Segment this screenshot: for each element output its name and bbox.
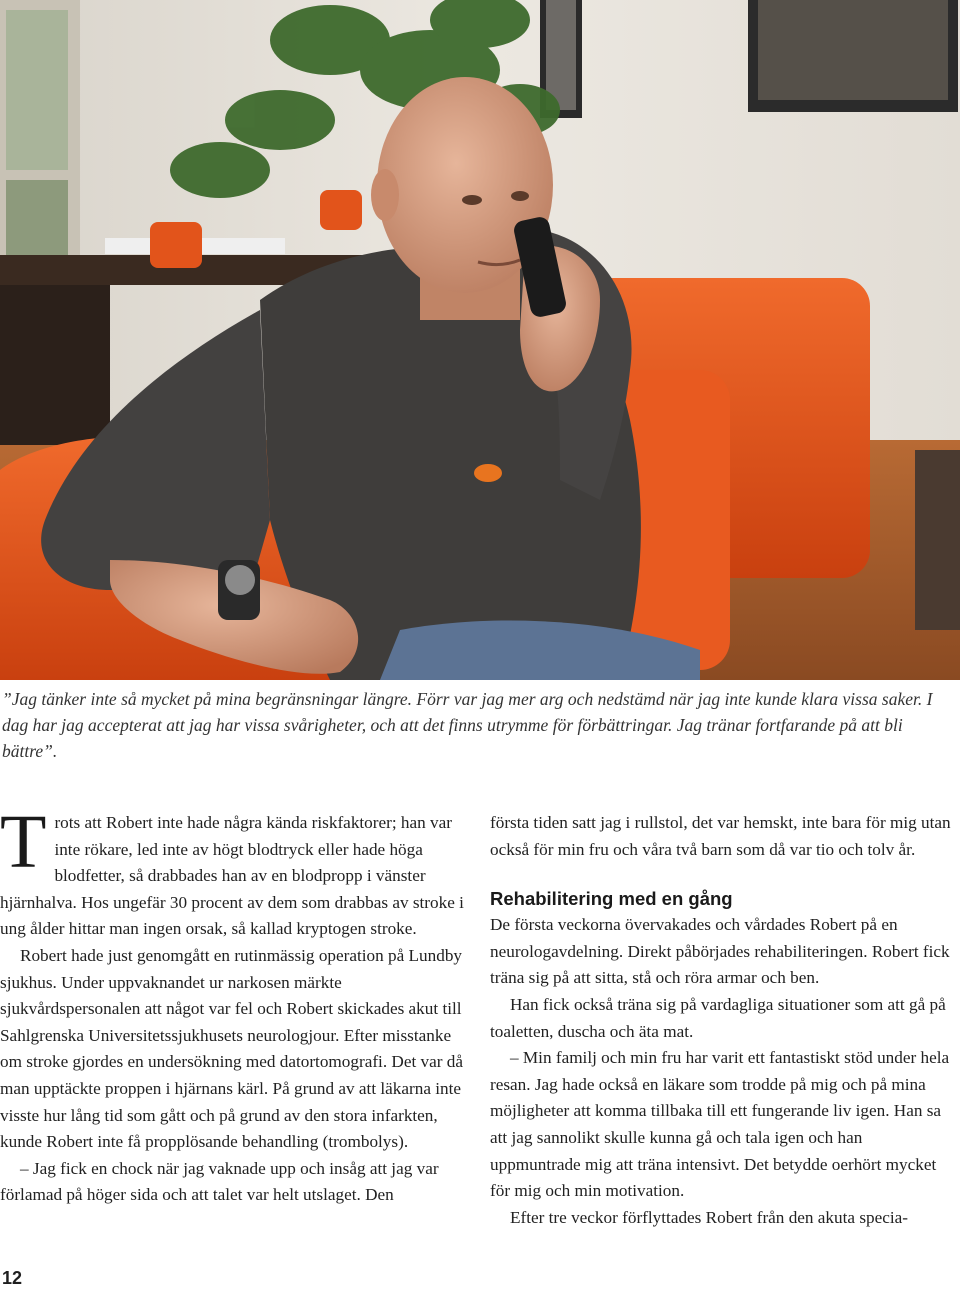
body-paragraph: Robert hade just genomgått en rutinmässig operation på Lundby sjukhus. Under uppvaknandet ur narkosen märkte sjukvårdspersonalen att något var fel och Robert skickades akut till Sahlgrenska Universitetssjukhusets neurologjour. Efter misstanke om stroke gjordes en undersökning med datortomografi. Det var då man upptäckte proppen i hjärnans kärl. På grund av att läkarna inte visste hur lång tid som gått och på grund av den stora infarkten, kunde Robert inte få propplösande behandling (trombolys). — [0, 945, 463, 1152]
body-paragraph: – Min familj och min fru har varit ett fantastiskt stöd under hela resan. Jag hade också en läkare som trodde på mig och på mina möjligheter att komma tillbaka till ett fungerande liv igen. Han sa att jag sannolikt skulle kunna gå och tala igen och han uppmuntrade mig att träna intensivt. Det betydde oerhört mycket för mig och min motivation. — [490, 1048, 950, 1201]
body-paragraph: – Jag fick en chock när jag vaknade upp och insåg att jag var förlamad på höger sida och att talet var helt utslaget. Den — [0, 1158, 439, 1205]
section-heading: Rehabilitering med en gång — [490, 888, 733, 910]
drop-cap: T — [0, 800, 47, 884]
page-number: 12 — [2, 1268, 23, 1288]
body-paragraph: Efter tre veckor förflyttades Robert från den akuta specia- — [510, 1207, 908, 1227]
left-column — [0, 800, 470, 1209]
intro-text: rots att Robert inte hade några kända riskfaktorer; han var inte rökare, led inte av högt blodtryck eller hade höga blodfetter, så drabbades han av en blodpropp i vänster hjärnhalva. Hos ungefär 30 procent av dem som drabbas av stroke i ung ålder hittar man ingen orsak, så kallad kryptogen stroke. — [0, 813, 464, 939]
body-paragraph: Han fick också träna sig på vardagliga situationer som att gå på toaletten, duscha och äta mat. — [490, 994, 946, 1041]
body-paragraph: De första veckorna övervakades och vårdades Robert på en neurologavdelning. Direkt påbörjades rehabiliteringen. Robert fick träna sig på att sitta, stå och röra armar och ben. — [490, 915, 950, 988]
intro-paragraph — [0, 800, 470, 943]
right-column — [490, 810, 952, 1231]
body-paragraph: första tiden satt jag i rullstol, det var hemskt, inte bara för mig utan också för min fru och våra två barn som då var tio och tolv år. — [490, 813, 951, 859]
photo-caption: ”Jag tänker inte så mycket på mina begränsningar längre. Förr var jag mer arg och nedstämd när jag inte kunde klara vissa saker. I dag har jag accepterat att jag har vissa svårigheter, och att det finns utrymme för förbättringar. Jag tränar fortfarande på att bli bättre”. — [2, 689, 933, 761]
